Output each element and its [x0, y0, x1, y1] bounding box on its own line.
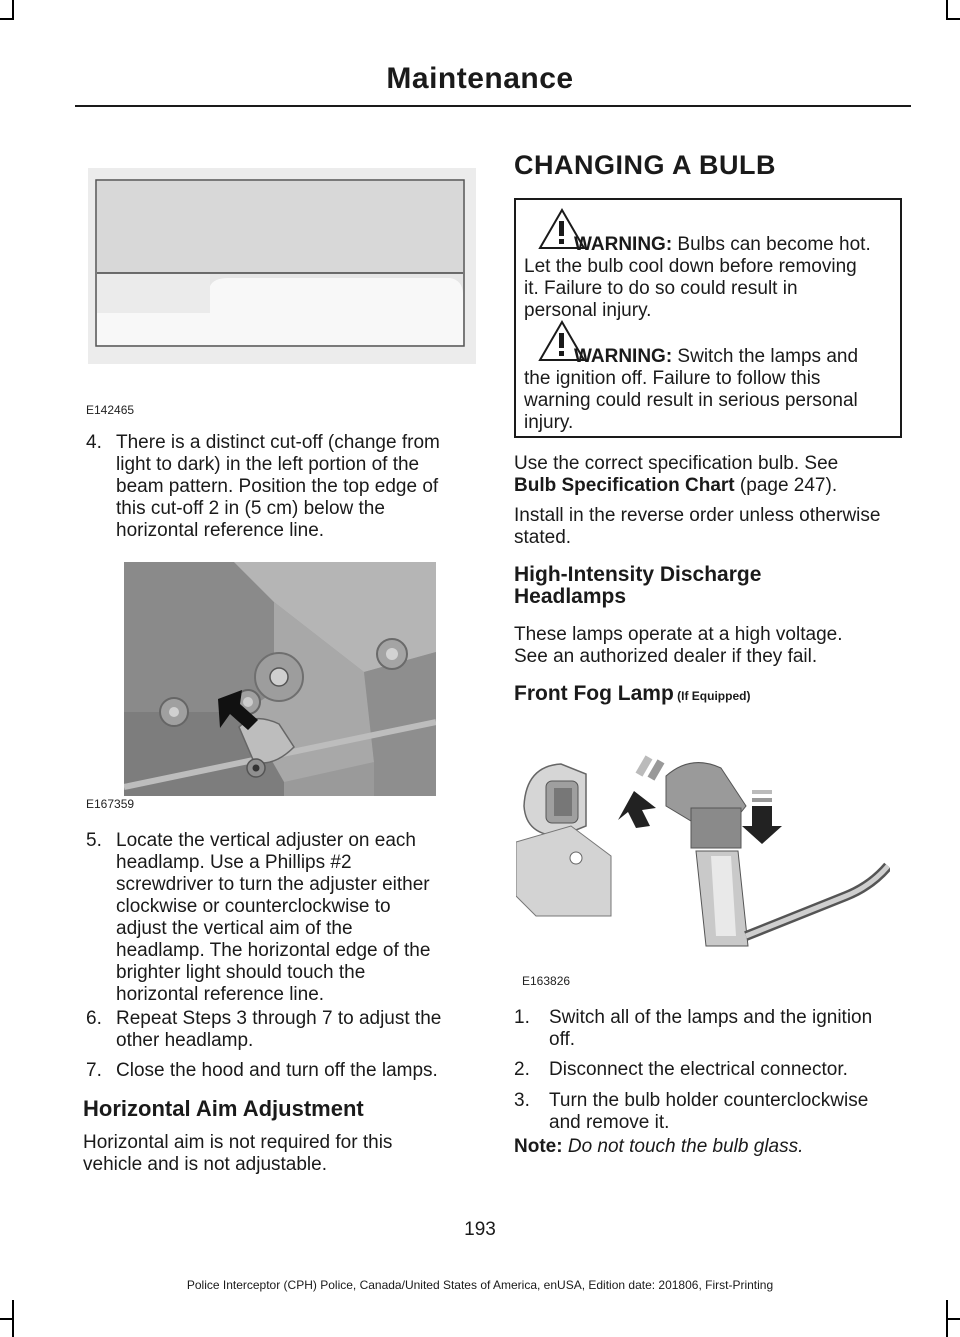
note-text: [514, 1136, 914, 1158]
bulb-spec-chart-link[interactable]: Bulb Specification Chart: [514, 475, 735, 496]
reverse-order-text: [514, 505, 914, 549]
fog-lamp-figure: [516, 746, 890, 970]
text-line: horizontal reference line.: [116, 520, 325, 541]
text-line: headlamp. Use a Phillips #2: [116, 852, 352, 873]
text-line: personal injury.: [524, 300, 652, 321]
note-label: Note:: [514, 1136, 563, 1157]
text-line: There is a distinct cut-off (change from: [116, 432, 440, 453]
text-line: These lamps operate at a high voltage.: [514, 624, 843, 645]
page-title: Maintenance: [386, 62, 574, 95]
text-line: light to dark) in the left portion of the: [116, 454, 420, 475]
edition-footer: Police Interceptor (CPH) Police, Canada/United States of America, enUSA, Edition date: 201806, First-Printing: [186, 1278, 774, 1292]
fog-step-1-text: [549, 1007, 919, 1051]
text-line: stated.: [514, 527, 572, 548]
page-number: 193: [464, 1219, 496, 1240]
header-rule: [75, 105, 911, 107]
text-line: this cut-off 2 in (5 cm) below the: [116, 498, 385, 519]
if-equipped-label: (If Equipped): [673, 689, 751, 703]
text-line: adjust the vertical aim of the: [116, 918, 353, 939]
crop-mark-top-right-v: [946, 0, 948, 20]
step-5-text: [116, 830, 486, 1006]
text-line: beam pattern. Position the top edge of: [116, 476, 439, 497]
fog-lamp-heading: [514, 682, 750, 706]
warning-label: WARNING:: [574, 346, 673, 367]
crop-mark-bottom-right-h: [946, 1318, 960, 1320]
text-line: Turn the bulb holder counterclockwise: [549, 1090, 869, 1111]
text-line: Repeat Steps 3 through 7 to adjust the: [116, 1008, 442, 1029]
figure-id: E167359: [86, 797, 135, 811]
step-4-text: [116, 432, 486, 542]
step-number: 4.: [86, 432, 102, 453]
fog-lamp-title: Front Fog Lamp: [514, 682, 674, 705]
text-line: Use the correct specification bulb. See: [514, 453, 839, 474]
step-7-text: [116, 1060, 486, 1082]
warning-text: Bulbs can become hot.: [672, 234, 871, 255]
horizontal-aim-text: [83, 1132, 483, 1176]
note-body: Do not touch the bulb glass.: [562, 1136, 804, 1157]
warning-box: [514, 198, 902, 438]
step-number: 6.: [86, 1008, 102, 1029]
text-line: Let the bulb cool down before removing: [524, 256, 857, 277]
crop-mark-bottom-left-h: [0, 1318, 14, 1320]
warning-2-first-line: [524, 346, 902, 368]
text-line: High-Intensity Discharge: [514, 563, 762, 586]
text-line: vehicle and is not adjustable.: [83, 1154, 327, 1175]
warning-label: WARNING:: [574, 234, 673, 255]
fog-step-2-text: [549, 1059, 919, 1081]
crop-mark-top-left-h: [0, 18, 14, 20]
text-line: Disconnect the electrical connector.: [549, 1059, 848, 1080]
text-line: Switch all of the lamps and the ignition: [549, 1007, 873, 1028]
text-line: injury.: [524, 412, 574, 433]
text-line: warning could result in serious personal: [524, 390, 858, 411]
step-number: 5.: [86, 830, 102, 851]
text-line: clockwise or counterclockwise to: [116, 896, 391, 917]
text-line: Horizontal aim is not required for this: [83, 1132, 393, 1153]
figure-id: E142465: [86, 403, 135, 417]
text-line: brighter light should touch the: [116, 962, 366, 983]
step-number: 2.: [514, 1059, 530, 1080]
step-6-text: [116, 1008, 486, 1052]
text-line: See an authorized dealer if they fail.: [514, 646, 818, 667]
text-line: horizontal reference line.: [116, 984, 325, 1005]
text-line: headlamp. The horizontal edge of the: [116, 940, 431, 961]
spec-bulb-text: [514, 453, 914, 497]
text-line: screwdriver to turn the adjuster either: [116, 874, 430, 895]
text-line: and remove it.: [549, 1112, 670, 1133]
vertical-adjuster-figure: [124, 562, 436, 796]
horizontal-aim-heading: Horizontal Aim Adjustment: [83, 1096, 364, 1121]
section-heading: CHANGING A BULB: [514, 150, 776, 180]
warning-2-text: [524, 346, 902, 434]
text-line: the ignition off. Failure to follow this: [524, 368, 821, 389]
fog-step-3-text: [549, 1090, 919, 1134]
warning-text: Switch the lamps and: [672, 346, 859, 367]
text-line: Install in the reverse order unless otherwise: [514, 505, 881, 526]
step-number: 1.: [514, 1007, 530, 1028]
fog-lamp-illustration: [516, 746, 890, 970]
beam-pattern-illustration: [88, 168, 476, 364]
warning-1-first-line: [524, 234, 902, 256]
warning-1-text: [524, 234, 902, 322]
figure-id: E163826: [522, 974, 571, 988]
text-line: off.: [549, 1029, 576, 1050]
step-number: 7.: [86, 1060, 102, 1081]
beam-pattern-figure: [88, 168, 476, 364]
hid-heading: [514, 564, 761, 608]
text-line: Locate the vertical adjuster on each: [116, 830, 416, 851]
text-line: Headlamps: [514, 585, 627, 608]
crop-mark-top-right-h: [946, 18, 960, 20]
spec-link-line: [514, 475, 914, 497]
vertical-adjuster-illustration: [124, 562, 436, 796]
page-reference: (page 247).: [734, 475, 838, 496]
text-line: it. Failure to do so could result in: [524, 278, 798, 299]
hid-text: [514, 624, 914, 668]
text-line: Close the hood and turn off the lamps.: [116, 1060, 438, 1081]
step-number: 3.: [514, 1090, 530, 1111]
text-line: other headlamp.: [116, 1030, 254, 1051]
crop-mark-top-left-v: [12, 0, 14, 20]
